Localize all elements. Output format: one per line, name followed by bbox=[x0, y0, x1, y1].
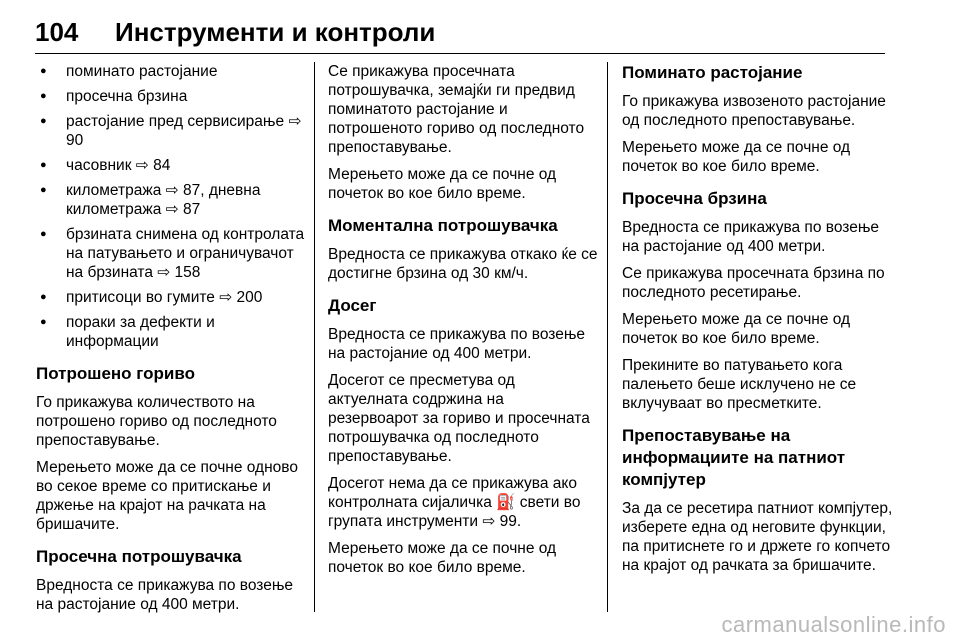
heading-avg-consumption: Просечна потрошувачка bbox=[36, 547, 242, 566]
list-item: ● километража ⇨ 87, дневна километража ⇨ 87 bbox=[36, 181, 306, 219]
paragraph: Вредноста се прикажува по возење на растојание од 400 метри. bbox=[36, 577, 294, 613]
column-divider-2 bbox=[607, 62, 608, 612]
column-divider-1 bbox=[314, 62, 315, 612]
paragraph: Го прикажува количеството на потрошено гориво од последното препоставување. bbox=[36, 394, 277, 449]
paragraph: Досегот нема да се прикажува ако контролната сијаличка ⛽ свети во групата инструменти ⇨ 99. bbox=[328, 475, 581, 530]
paragraph: Мерењето може да се почне од почеток во кое било време. bbox=[328, 540, 557, 576]
list-item: ● пораки за дефекти и информации bbox=[36, 313, 306, 351]
list-item: ● просечна брзина bbox=[36, 87, 306, 106]
page-number: 104 bbox=[35, 17, 79, 47]
paragraph: Вредноста се прикажува по возење на растојание од 400 метри. bbox=[328, 326, 586, 362]
paragraph: Се прикажува просечната потрошувачка, земајќи ги предвид поминатото растојание и потрошеното гориво од последното препоставување. bbox=[328, 63, 585, 156]
paragraph: Прекините во патувањето кога палењето беше исклучено не се вклучуваат во пресметките. bbox=[622, 357, 857, 412]
list-item: ● притисоци во гумите ⇨ 200 bbox=[36, 288, 306, 307]
column-3 bbox=[622, 62, 897, 583]
paragraph: Се прикажува просечната брзина по последното ресетирање. bbox=[622, 265, 885, 301]
list-item: ● брзината снимена од контролата на патувањето и ограничувачот на брзината ⇨ 158 bbox=[36, 225, 306, 282]
paragraph: Го прикажува извозеното растојание од последното препоставување. bbox=[622, 93, 886, 129]
paragraph: Досегот се пресметува од актуелната содржина на резервоарот за гориво и просечната потрошувачка од последното препоставување. bbox=[328, 372, 590, 465]
list-item: ● поминато растојание bbox=[36, 62, 306, 81]
column-1 bbox=[36, 62, 306, 622]
list-item: ● часовник ⇨ 84 bbox=[36, 156, 306, 175]
heading-range: Досег bbox=[328, 296, 377, 315]
list-item: ● растојание пред сервисирање ⇨ 90 bbox=[36, 112, 306, 150]
paragraph: Мерењето може да се почне од почеток во кое било време. bbox=[328, 166, 557, 202]
heading-fuel-used: Потрошено гориво bbox=[36, 364, 195, 383]
paragraph: Вредноста се прикажува по возење на растојание од 400 метри. bbox=[622, 219, 880, 255]
paragraph: Мерењето може да се почне одново во секое време со притискање и држење на крајот на рачката на бришачите. bbox=[36, 459, 298, 533]
heading-instant-consumption: Моментална потрошувачка bbox=[328, 216, 558, 235]
heading-reset: Препоставување на информациите на патниот компјутер bbox=[622, 426, 846, 489]
heading-avg-speed: Просечна брзина bbox=[622, 189, 767, 208]
heading-distance: Поминато растојание bbox=[622, 63, 803, 82]
column-2 bbox=[328, 62, 598, 585]
watermark: carmanualsonline.info bbox=[721, 612, 946, 637]
info-list bbox=[36, 62, 306, 351]
paragraph: Мерењето може да се почне од почеток во кое било време. bbox=[622, 311, 851, 347]
paragraph: Вредноста се прикажува откако ќе се достигне брзина од 30 км/ч. bbox=[328, 246, 598, 282]
paragraph: За да се ресетира патниот компјутер, изберете една од неговите функции, па притиснете го и држете го копчето на крајот од рачката за бришачите. bbox=[622, 500, 893, 574]
paragraph: Мерењето може да се почне од почеток во кое било време. bbox=[622, 139, 851, 175]
page-header bbox=[35, 17, 885, 54]
running-title: Инструменти и контроли bbox=[115, 17, 436, 47]
